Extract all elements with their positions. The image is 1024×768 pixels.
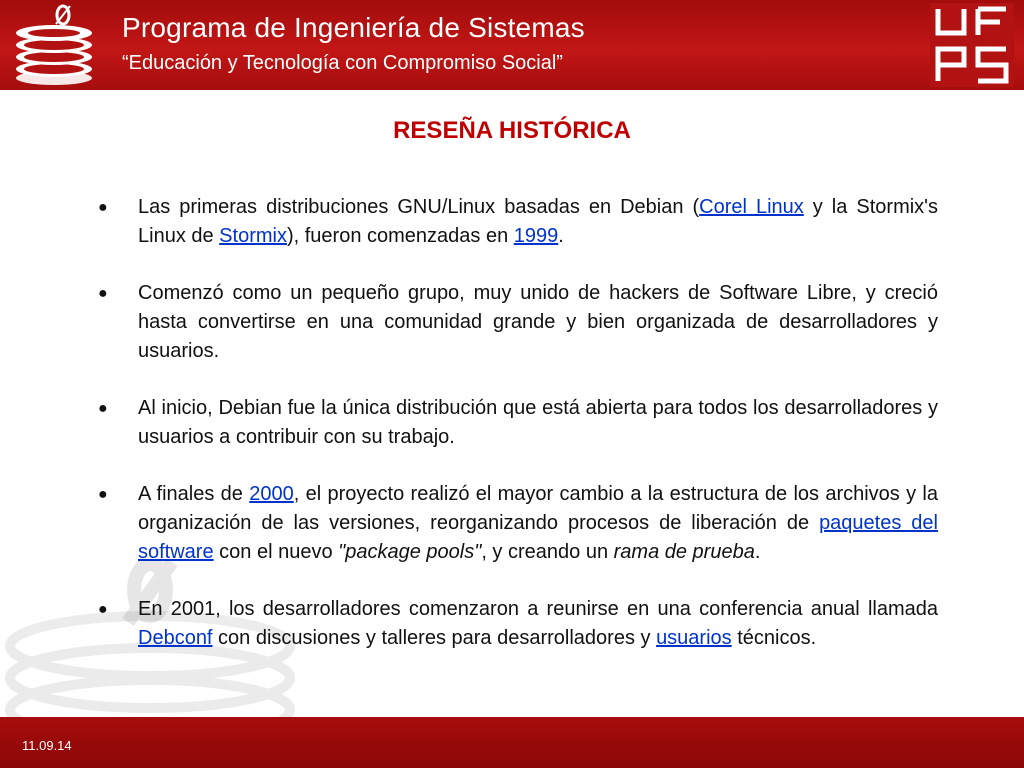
footer-bar	[0, 717, 1024, 768]
ufps-logo-icon	[930, 3, 1014, 87]
list-item	[98, 279, 938, 366]
link-usuarios[interactable]: usuarios	[656, 627, 732, 649]
link-2000[interactable]: 2000	[249, 483, 294, 505]
header-title: Programa de Ingeniería de Sistemas	[122, 12, 585, 43]
header-bar	[0, 0, 1024, 90]
bullet-icon: ●	[98, 199, 108, 216]
link-debconf[interactable]: Debconf	[138, 627, 213, 649]
program-logo-icon	[8, 2, 100, 88]
list-item-text: En 2001, los desarrolladores comenzaron a reunirse en una conferencia anual llamada Debconf con discusiones y talleres para desarrolladores y usuarios técnicos.	[138, 598, 938, 649]
list-item-text: Comenzó como un pequeño grupo, muy unido de hackers de Software Libre, y creció hasta convertirse en una comunidad grande y bien organizada de desarrolladores y usuarios.	[138, 282, 938, 362]
slide-title: RESEÑA HISTÓRICA	[393, 117, 631, 144]
list-item-text: Las primeras distribuciones GNU/Linux basadas en Debian (Corel Linux y la Stormix's Linux de Stormix), fueron comenzadas en 1999.	[138, 196, 938, 247]
link-1999[interactable]: 1999	[513, 225, 559, 247]
bullet-icon: ●	[98, 400, 108, 417]
list-item-text: A finales de 2000, el proyecto realizó el mayor cambio a la estructura de los archivos y la organización de las versiones, reorganizando procesos de liberación de paquetes del software con el nuevo "package pools", y creando un rama de prueba.	[138, 483, 938, 563]
list-item	[98, 394, 938, 452]
list-item	[98, 193, 938, 251]
link-paquetes-del-software[interactable]: paquetes del software	[138, 512, 938, 563]
list-item	[98, 595, 938, 653]
header-subtitle: “Educación y Tecnología con Compromiso Social”	[122, 52, 563, 74]
footer-date: 11.09.14	[22, 738, 72, 753]
bullet-list	[98, 193, 938, 681]
link-corel-linux[interactable]: Corel Linux	[699, 196, 804, 218]
list-item	[98, 480, 938, 567]
list-item-text: Al inicio, Debian fue la única distribución que está abierta para todos los desarrolladores y usuarios a contribuir con su trabajo.	[138, 397, 938, 448]
link-stormix[interactable]: Stormix	[219, 225, 287, 247]
bullet-icon: ●	[98, 285, 108, 302]
bullet-icon: ●	[98, 601, 108, 618]
bullet-icon: ●	[98, 486, 108, 503]
